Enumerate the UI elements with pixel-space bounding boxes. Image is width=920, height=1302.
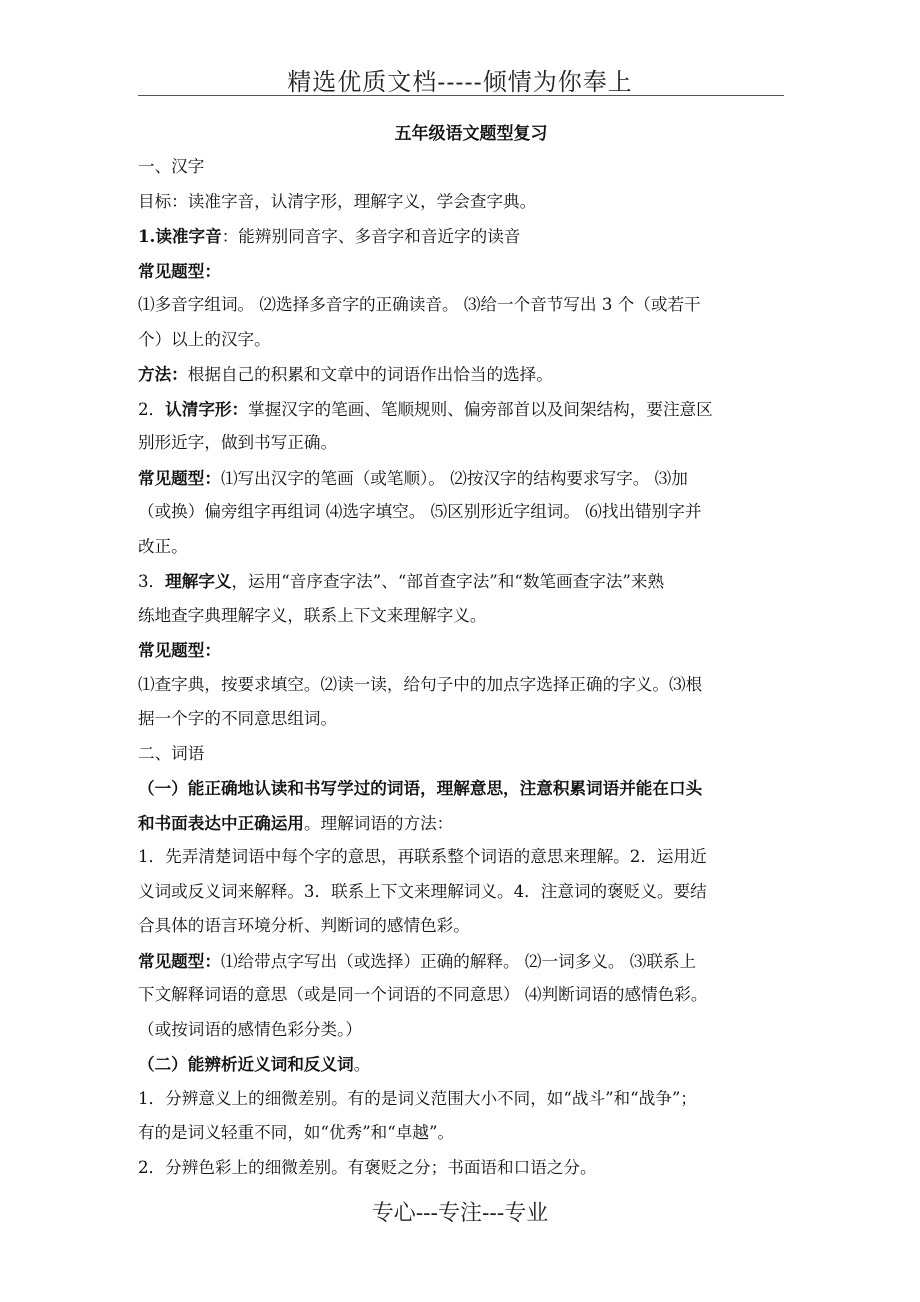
text-line [138, 806, 784, 841]
text-line [138, 633, 784, 668]
line-text: 改正。 [138, 536, 188, 556]
text-line [138, 702, 784, 737]
bold-text: 方法： [138, 364, 188, 384]
text-line [138, 599, 784, 634]
text-line [138, 495, 784, 530]
bold-text: （二）能辨析近义词和反义词 [138, 1054, 354, 1074]
line-text: 1．先弄清楚词语中每个字的意思，再联系整个词语的意思来理解。2．运用近 [138, 847, 707, 866]
line-text: ，运用“音序查字法”、“部首查字法”和“数笔画查字法”来熟 [231, 572, 665, 591]
line-text: 据一个字的不同意思组词。 [138, 709, 338, 728]
line-text: 2．分辨色彩上的细微差别。有褒贬之分；书面语和口语之分。 [138, 1157, 597, 1177]
page-header: 精选优质文档-----倾情为你奉上 [287, 68, 633, 96]
line-text: 根据自己的积累和文章中的词语作出恰当的选择。 [187, 365, 553, 384]
text-line [138, 978, 784, 1013]
text-lines [138, 150, 784, 1185]
line-text: 3． [138, 572, 166, 591]
text-line [138, 1116, 784, 1151]
line-text: 义词或反义词来解释。3．联系上下文来理解词义。4．注意词的褒贬义。要结 [138, 881, 707, 901]
text-line [138, 944, 784, 979]
text-line [138, 1151, 784, 1186]
line-text: （或按词语的感情色彩分类。） [138, 1019, 363, 1039]
header-rule [138, 95, 784, 96]
line-text: 二、词语 [138, 743, 205, 763]
text-line [138, 668, 784, 703]
line-text: 目标：读准字音，认清字形，理解字义，学会查字典。 [138, 191, 537, 211]
line-text: 下文解释词语的意思（或是同一个词语的不同意思） ⑷判断词语的感情色彩。 [138, 985, 708, 1004]
line-text: ⑴给带点字写出（或选择）正确的解释。 ⑵一词多义。 ⑶联系上 [220, 951, 697, 971]
line-text: ⑴写出汉字的笔画（或笔顺）。 ⑵按汉字的结构要求写字。 ⑶加 [220, 468, 688, 488]
text-line [138, 737, 784, 772]
text-line [138, 909, 784, 944]
text-line [138, 461, 784, 496]
text-line [138, 392, 784, 427]
line-text: 一、汉字 [138, 157, 205, 176]
line-text: 个）以上的汉字。 [138, 329, 271, 349]
text-line [138, 254, 784, 289]
text-line [138, 1047, 784, 1082]
text-line [138, 150, 784, 185]
line-text: 掌握汉字的笔画、笔顺规则、偏旁部首以及间架结构，要注意区 [248, 399, 713, 419]
line-text: 练地查字典理解字义，联系上下文来理解字义。 [138, 605, 487, 625]
bold-text: 理解字义 [165, 571, 232, 591]
bold-text: 和书面表达中正确运用 [138, 812, 304, 833]
text-line [138, 530, 784, 565]
text-line [138, 323, 784, 358]
text-line [138, 840, 784, 875]
bold-text: 常见题型： [138, 260, 221, 281]
document-body [138, 118, 784, 1185]
document-title: 五年级语文题型复习 [394, 124, 548, 144]
line-text: 有的是词义轻重不同，如“优秀”和“卓越”。 [138, 1123, 455, 1142]
text-line [138, 357, 784, 392]
bold-text: 1.读准字音 [138, 226, 222, 246]
text-line [138, 219, 784, 254]
text-line [138, 1082, 784, 1117]
text-line [138, 875, 784, 910]
line-text: 1．分辨意义上的细微差别。有的是词义范围大小不同，如“战斗”和“战争”； [138, 1088, 697, 1108]
text-line [138, 426, 784, 461]
line-text: 。 [353, 1055, 371, 1074]
text-line [138, 1013, 784, 1048]
bold-text: 常见题型： [138, 640, 221, 660]
page-footer: 专心---专注---专业 [371, 1201, 549, 1226]
line-text: 。理解词语的方法： [303, 813, 454, 833]
bold-text: 常见题型： [138, 950, 221, 971]
line-text: ：能辨别同音字、多音字和音近字的读音 [221, 227, 521, 246]
bold-text: 认清字形： [165, 398, 249, 419]
line-text: ⑴查字典，按要求填空。⑵读一读，给句子中的加点字选择正确的字义。⑶根 [138, 674, 703, 694]
text-line [138, 771, 784, 806]
bold-text: （一）能正确地认读和书写学过的词语，理解意思，注意积累词语并能在口头 [138, 778, 703, 798]
text-line [138, 288, 784, 323]
text-line [138, 185, 784, 220]
line-text: 别形近字，做到书写正确。 [138, 433, 338, 452]
line-text: 2． [138, 399, 166, 419]
text-line [138, 564, 784, 599]
line-text: 合具体的语言环境分析、判断词的感情色彩。 [138, 916, 470, 935]
line-text: ⑴多音字组词。 ⑵选择多音字的正确读音。 ⑶给一个音节写出 3 个（或若干 [138, 295, 701, 314]
bold-text: 常见题型： [138, 467, 221, 488]
line-text: （或换）偏旁组字再组词 ⑷选字填空。 ⑸区别形近字组词。 ⑹找出错别字并 [138, 502, 702, 521]
